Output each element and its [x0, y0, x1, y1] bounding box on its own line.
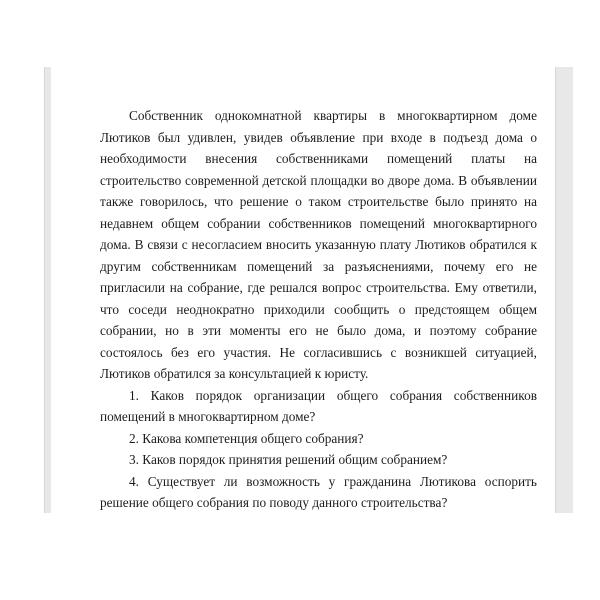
question-3: 3. Каков порядок принятия решений общим собранием?	[129, 452, 448, 467]
page-edge-right	[555, 67, 573, 513]
question-1: 1. Каков порядок организации общего собрания собственников помещений в многоквартирном доме?	[100, 387, 537, 424]
document-page	[51, 67, 555, 513]
case-paragraph: Собственник однокомнатной квартиры в многоквартирном доме Лютиков был удивлен, увидев объявление при входе в подъезд дома о необходимости внесения собственниками помещений платы на строительство современной детской площадки во дворе дома. В объявлении также говорилось, что решение о таком строительстве было принято на недавнем общем собрании собственников помещений многоквартирного дома. В связи с несогласием вносить указанную плату Лютиков обратился к другим собственникам помещений за разъяснениями, почему его не пригласили на собрание, где решался вопрос строительства. Ему ответили, что соседи неоднократно приходили сообщить о предстоящем общем собрании, но в эти моменты его не было дома, и поэтому собрание состоялось без его участия. Не согласившись с возникшей ситуацией, Лютиков обратился за консультацией к юристу.	[100, 108, 537, 381]
document-text	[100, 105, 537, 514]
question-4: 4. Существует ли возможность у гражданина Лютикова оспорить решение общего собрания по поводу данного строительства?	[100, 473, 537, 510]
question-2: 2. Какова компетенция общего собрания?	[129, 430, 364, 446]
page-edge-left	[44, 67, 51, 513]
